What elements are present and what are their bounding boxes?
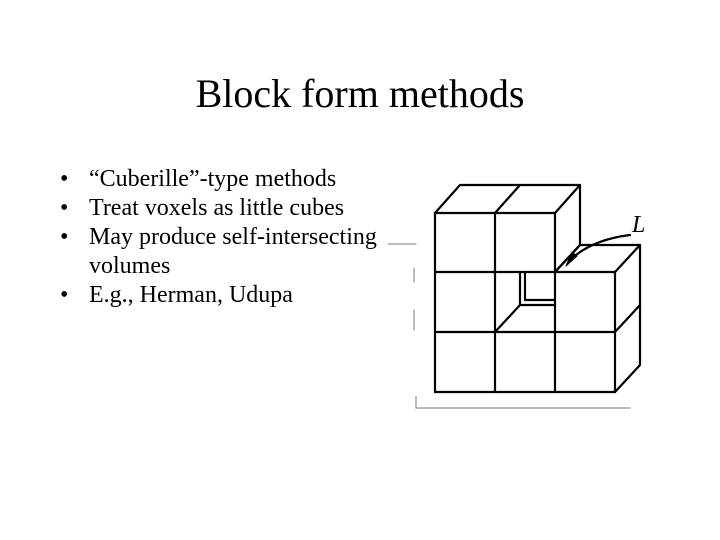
figure-label-L: L xyxy=(632,212,646,238)
bullet-marker: • xyxy=(60,282,69,308)
bullet-marker: • xyxy=(60,224,69,250)
bullet-list xyxy=(60,165,400,310)
bullet-text: Treat voxels as little cubes xyxy=(89,195,345,221)
bullet-item xyxy=(60,165,400,194)
bullet-marker: • xyxy=(60,166,69,192)
bullet-text: E.g., Herman, Udupa xyxy=(89,282,293,308)
voxel-cubes-diagram xyxy=(380,170,670,420)
bullet-item xyxy=(60,281,400,310)
bullet-marker: • xyxy=(60,195,69,221)
slide-title: Block form methods xyxy=(195,71,525,116)
bullet-text: May produce self-intersecting volumes xyxy=(89,224,377,279)
bullet-item xyxy=(60,194,400,223)
bullet-item xyxy=(60,223,400,281)
bullet-text: “Cuberille”-type methods xyxy=(89,166,337,192)
